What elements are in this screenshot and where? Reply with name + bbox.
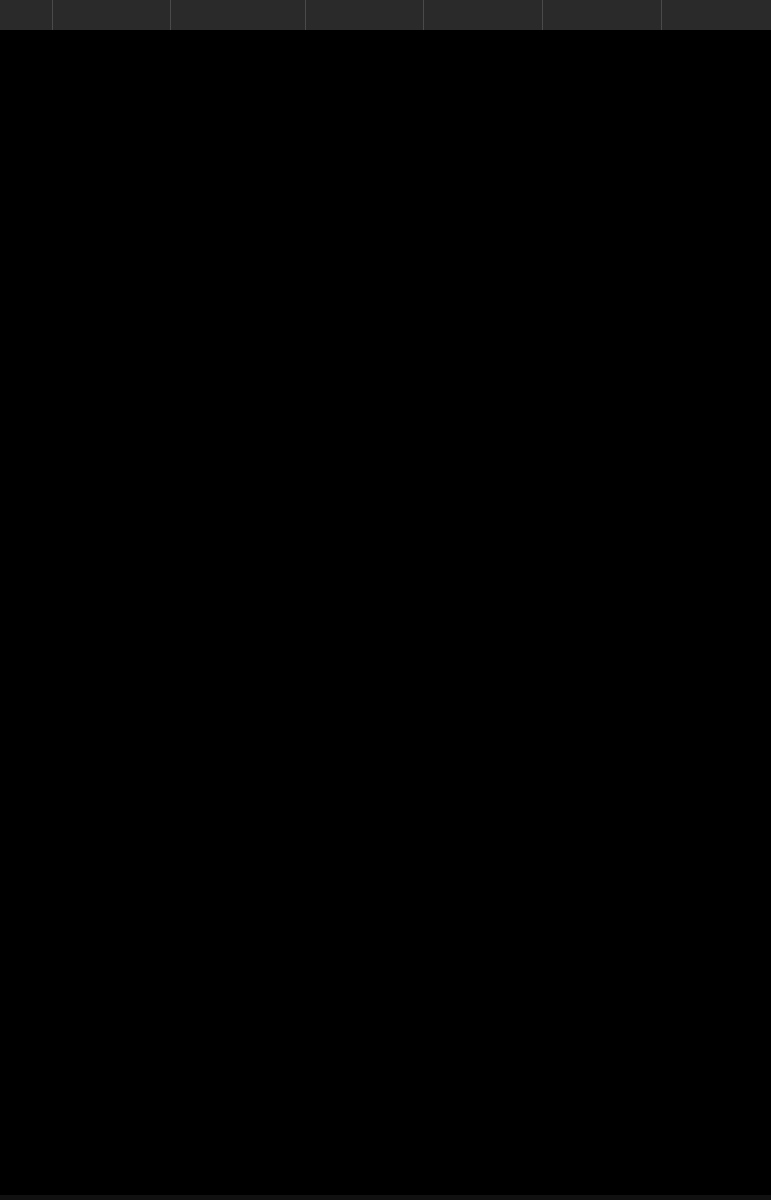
column-header-f[interactable] [662,0,771,30]
column-header-b[interactable] [171,0,306,30]
column-header-e[interactable] [543,0,662,30]
bottom-strip [0,1195,771,1200]
column-header-bar [0,0,771,31]
select-all-corner[interactable] [0,0,53,30]
column-header-a[interactable] [53,0,171,30]
frozen-divider [0,30,771,32]
column-header-d[interactable] [424,0,543,30]
column-header-c[interactable] [306,0,424,30]
